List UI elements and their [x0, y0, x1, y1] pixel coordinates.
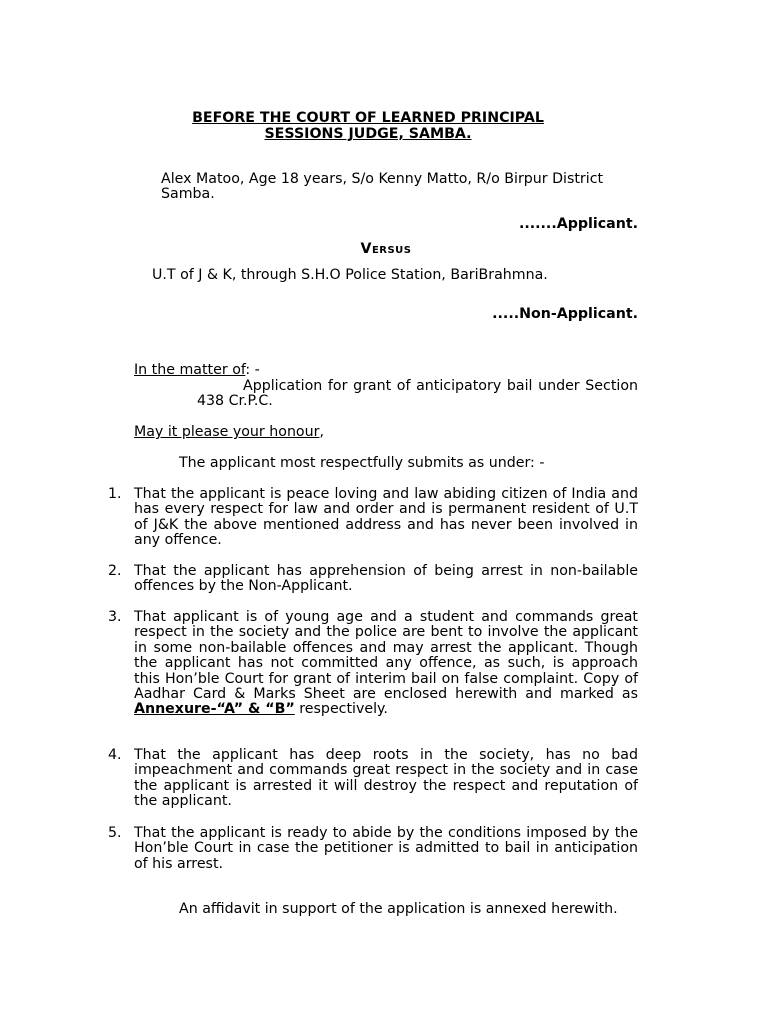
salutation [134, 425, 638, 440]
list-item-text-after: respectively. [294, 701, 388, 718]
court-title-line1: BEFORE THE COURT OF LEARNED PRINCIPAL [192, 110, 544, 126]
list-item-text [134, 610, 638, 718]
court-title-line2: SESSIONS JUDGE, SAMBA. [264, 126, 472, 142]
matter-subject: Application for grant of anticipatory bail under Section 438 Cr.P.C. [197, 378, 638, 410]
salutation-suffix: , [319, 424, 324, 440]
applicant-details: Alex Matoo, Age 18 years, S/o Kenny Matto, R/o Birpur District Samba. [161, 171, 604, 203]
list-item-text: That the applicant has apprehension of being arrest in non-bailable offences by the Non-Applicant. [134, 563, 638, 595]
salutation-text: May it please your honour [134, 424, 320, 440]
affidavit-statement: An affidavit in support of the application is annexed herewith. [179, 901, 618, 917]
non-applicant-label: .....Non-Applicant. [492, 306, 638, 322]
list-item-text: That the applicant is ready to abide by the conditions imposed by the Hon’ble Court in case the petitioner is admitted to bail in anticipation of his arrest. [134, 825, 638, 872]
matter-heading [134, 363, 638, 378]
list-item-text: That the applicant has deep roots in the society, has no bad impeachment and commands great respect in the society and in case the applicant is arrested it will destroy the respect and reputation of the applicant. [134, 747, 638, 810]
list-item-number: 4. [108, 747, 122, 763]
list-item-number: 2. [108, 563, 122, 579]
list-item-text: That the applicant is peace loving and law abiding citizen of India and has every respect for law and order and is permanent resident of U.T of J&K the above mentioned address and has never been involved in any offence. [134, 486, 638, 549]
respondent-details: U.T of J & K, through S.H.O Police Station, BariBrahmna. [152, 267, 548, 283]
matter-label: In the matter of [134, 362, 246, 378]
applicant-label: .......Applicant. [518, 216, 638, 232]
list-item-number: 3. [108, 609, 122, 625]
annexure-reference: Annexure-“A” & “B” [134, 701, 295, 718]
intro-text: The applicant most respectfully submits as under: - [179, 455, 545, 471]
versus-label: Versus [360, 241, 412, 257]
list-item-number: 5. [108, 825, 122, 841]
matter-label-suffix: : - [245, 362, 260, 378]
list-item-number: 1. [108, 486, 122, 502]
list-item-text-before: That applicant is of young age and a student and commands great respect in the society and the police are bent to involve the applicant in some non-bailable offences and may arrest the applicant. Though the applicant has not committed any offence, as such, is approach this Hon’ble Court for grant of interim bail on false complaint. Copy of Aadhar Card & Marks Sheet are enclosed herewith and marked as [134, 609, 638, 703]
